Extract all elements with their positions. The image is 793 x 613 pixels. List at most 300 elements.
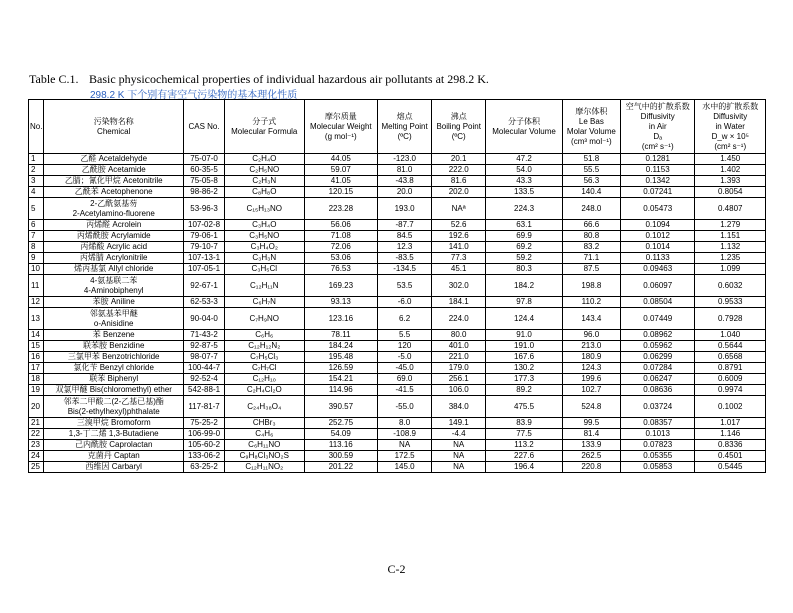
row-number: 20	[29, 396, 44, 418]
cas-number: 90-04-0	[184, 308, 225, 330]
lebas-volume: 180.9	[562, 352, 620, 363]
diffusivity-water: 1.132	[695, 242, 766, 253]
molecular-weight: 120.15	[304, 187, 377, 198]
boiling-point: 52.6	[432, 220, 486, 231]
molecular-volume: 54.0	[486, 165, 563, 176]
chemical-name-zh: 2-乙酰氨基芴	[90, 198, 138, 208]
row-number: 14	[29, 330, 44, 341]
molecular-weight: 53.06	[304, 253, 377, 264]
boiling-point: 184.1	[432, 297, 486, 308]
molecular-formula: C₁₅H₁₃NO	[224, 198, 304, 220]
table-row	[29, 429, 766, 440]
molecular-formula: CHBr₃	[224, 418, 304, 429]
lebas-volume: 248.0	[562, 198, 620, 220]
melting-point: -108.9	[378, 429, 432, 440]
lebas-volume: 96.0	[562, 330, 620, 341]
cas-number: 75-07-0	[184, 154, 225, 165]
boiling-point: 45.1	[432, 264, 486, 275]
row-number: 6	[29, 220, 44, 231]
boiling-point: 224.0	[432, 308, 486, 330]
row-number: 11	[29, 275, 44, 297]
lebas-volume: 140.4	[562, 187, 620, 198]
melting-point: 53.5	[378, 275, 432, 297]
molecular-formula: C₄H₆	[224, 429, 304, 440]
row-number: 8	[29, 242, 44, 253]
diffusivity-water: 0.8054	[695, 187, 766, 198]
diffusivity-air: 0.1094	[620, 220, 695, 231]
table-row	[29, 187, 766, 198]
header-no: No.	[29, 100, 44, 154]
table-caption	[29, 72, 489, 87]
chemical-name-zh: 邻氨基苯甲醚	[89, 308, 138, 318]
chemical-name	[44, 297, 184, 308]
cas-number: 60-35-5	[184, 165, 225, 176]
cas-number: 63-25-2	[184, 462, 225, 473]
chemical-name-zh: 三溴甲烷	[76, 418, 109, 427]
chemical-name-en: Benzene	[103, 330, 135, 339]
chemical-name-en: Caprolactan	[109, 440, 153, 449]
diffusivity-air: 0.03724	[620, 396, 695, 418]
chemical-name	[44, 451, 184, 462]
row-number: 18	[29, 374, 44, 385]
chemical-name	[44, 330, 184, 341]
chemical-name-zh: 丙烯酰胺	[76, 231, 109, 240]
molecular-volume: 184.2	[486, 275, 563, 297]
molecular-volume: 63.1	[486, 220, 563, 231]
boiling-point: 401.0	[432, 341, 486, 352]
cas-number: 133-06-2	[184, 451, 225, 462]
diffusivity-air: 0.05473	[620, 198, 695, 220]
chemical-name	[44, 429, 184, 440]
molecular-formula: C₃H₅Cl	[224, 264, 304, 275]
table-row	[29, 253, 766, 264]
molecular-weight: 72.06	[304, 242, 377, 253]
lebas-volume: 66.6	[562, 220, 620, 231]
cas-number: 92-52-4	[184, 374, 225, 385]
molecular-volume: 77.5	[486, 429, 563, 440]
table-row	[29, 176, 766, 187]
chemical-name	[44, 187, 184, 198]
chemical-name	[44, 462, 184, 473]
row-number: 13	[29, 308, 44, 330]
melting-point: 193.0	[378, 198, 432, 220]
molecular-formula: C₉H₈Cl₃NO₂S	[224, 451, 304, 462]
lebas-volume: 198.8	[562, 275, 620, 297]
melting-point: 6.2	[378, 308, 432, 330]
molecular-volume: 69.9	[486, 231, 563, 242]
chemical-name-zh: 丙烯腈	[79, 253, 104, 262]
melting-point: -5.0	[378, 352, 432, 363]
diffusivity-water: 0.5445	[695, 462, 766, 473]
chemical-name	[44, 440, 184, 451]
boiling-point: 384.0	[432, 396, 486, 418]
chemical-name-en: Benzyl chloride	[99, 363, 154, 372]
melting-point: NA	[378, 440, 432, 451]
lebas-volume: 524.8	[562, 396, 620, 418]
chemical-name	[44, 220, 184, 231]
molecular-formula: C₁₂H₁₀	[224, 374, 304, 385]
diffusivity-water: 1.151	[695, 231, 766, 242]
row-number: 21	[29, 418, 44, 429]
lebas-volume: 143.4	[562, 308, 620, 330]
chemical-name-zh: 丙烯醛	[86, 220, 111, 229]
boiling-point: NA	[432, 451, 486, 462]
header-diffusivity-air: 空气中的扩散系数 Diffusivity in Air Dₐ (cm² s⁻¹)	[620, 100, 695, 154]
molecular-volume: 83.9	[486, 418, 563, 429]
header-diffusivity-water: 水中的扩散系数 Diffusivity in Water D_w × 10⁵ (cm² s⁻¹)	[695, 100, 766, 154]
melting-point: 84.5	[378, 231, 432, 242]
molecular-formula: C₁₂H₁₁N	[224, 275, 304, 297]
melting-point: 120	[378, 341, 432, 352]
chemical-name-en: 1,3-Butadiene	[108, 429, 159, 438]
row-number: 25	[29, 462, 44, 473]
cas-number: 107-05-1	[184, 264, 225, 275]
chemical-name	[44, 264, 184, 275]
lebas-volume: 71.1	[562, 253, 620, 264]
molecular-weight: 201.22	[304, 462, 377, 473]
molecular-weight: 252.75	[304, 418, 377, 429]
header-melting-point: 熔点 Melting Point (ºC)	[378, 100, 432, 154]
table-body	[29, 154, 766, 473]
melting-point: 12.3	[378, 242, 432, 253]
chemical-name-zh: 克菌丹	[87, 451, 112, 460]
melting-point: -134.5	[378, 264, 432, 275]
lebas-volume: 124.3	[562, 363, 620, 374]
molecular-weight: 390.57	[304, 396, 377, 418]
diffusivity-air: 0.07284	[620, 363, 695, 374]
melting-point: 81.0	[378, 165, 432, 176]
chemical-name	[44, 176, 184, 187]
table-row	[29, 231, 766, 242]
diffusivity-water: 0.6032	[695, 275, 766, 297]
molecular-formula: C₁₂H₁₂N₂	[224, 341, 304, 352]
boiling-point: 141.0	[432, 242, 486, 253]
molecular-volume: 69.2	[486, 242, 563, 253]
table-row	[29, 462, 766, 473]
diffusivity-air: 0.05355	[620, 451, 695, 462]
molecular-weight: 54.09	[304, 429, 377, 440]
chemical-name-en: Acetonitrile	[123, 176, 163, 185]
cas-number: 106-99-0	[184, 429, 225, 440]
chemical-name-zh: 乙酰苯	[74, 187, 99, 196]
boiling-point: NA	[432, 462, 486, 473]
chemical-name-zh: 烯丙基氯	[74, 264, 107, 273]
molecular-formula: C₂H₄Cl₂O	[224, 385, 304, 396]
diffusivity-water: 0.6009	[695, 374, 766, 385]
molecular-formula: C₁₂H₁₁NO₂	[224, 462, 304, 473]
molecular-volume: 89.2	[486, 385, 563, 396]
molecular-weight: 76.53	[304, 264, 377, 275]
diffusivity-water: 0.6568	[695, 352, 766, 363]
lebas-volume: 102.7	[562, 385, 620, 396]
diffusivity-water: 1.017	[695, 418, 766, 429]
molecular-volume: 133.5	[486, 187, 563, 198]
diffusivity-air: 0.07449	[620, 308, 695, 330]
chemical-name	[44, 242, 184, 253]
table-row	[29, 352, 766, 363]
page-number: C-2	[387, 562, 406, 576]
molecular-volume: 91.0	[486, 330, 563, 341]
diffusivity-air: 0.07241	[620, 187, 695, 198]
chemical-name-en: Benzidine	[109, 341, 145, 350]
lebas-volume: 81.4	[562, 429, 620, 440]
lebas-volume: 199.6	[562, 374, 620, 385]
diffusivity-water: 0.8336	[695, 440, 766, 451]
header-cas: CAS No.	[184, 100, 225, 154]
table-row	[29, 308, 766, 330]
molecular-weight: 78.11	[304, 330, 377, 341]
diffusivity-water: 1.393	[695, 176, 766, 187]
chemical-name-en: Allyl chloride	[108, 264, 154, 273]
chemical-name-zh: 氯化苄	[73, 363, 98, 372]
chemical-name-zh: 丙烯酸	[80, 242, 105, 251]
chemical-name-zh: 双氯甲醚	[55, 385, 88, 394]
row-number: 9	[29, 253, 44, 264]
molecular-volume: 97.8	[486, 297, 563, 308]
cas-number: 92-67-1	[184, 275, 225, 297]
molecular-formula: C₂H₄O	[224, 154, 304, 165]
cas-number: 53-96-3	[184, 198, 225, 220]
table-row	[29, 440, 766, 451]
row-number: 16	[29, 352, 44, 363]
table-row	[29, 165, 766, 176]
molecular-weight: 114.96	[304, 385, 377, 396]
boiling-point: 222.0	[432, 165, 486, 176]
melting-point: -87.7	[378, 220, 432, 231]
table-row	[29, 341, 766, 352]
row-number: 23	[29, 440, 44, 451]
diffusivity-air: 0.1014	[620, 242, 695, 253]
row-number: 17	[29, 363, 44, 374]
diffusivity-air: 0.06247	[620, 374, 695, 385]
molecular-formula: C₃H₅NO	[224, 231, 304, 242]
chemical-name-zh: 乙醛	[80, 154, 97, 163]
chemical-name-en: Captan	[113, 451, 140, 460]
molecular-volume: 124.4	[486, 308, 563, 330]
chemical-name-zh: 三氯甲苯	[67, 352, 100, 361]
molecular-formula: C₃H₄O₂	[224, 242, 304, 253]
lebas-volume: 83.2	[562, 242, 620, 253]
table-row	[29, 418, 766, 429]
table-subtitle: 298.2 K 下个别有害空气污染物的基本理化性质	[90, 90, 298, 101]
lebas-volume: 262.5	[562, 451, 620, 462]
row-number: 15	[29, 341, 44, 352]
chemical-name-zh: 乙酰胺	[81, 165, 106, 174]
molecular-formula: C₇H₉NO	[224, 308, 304, 330]
lebas-volume: 51.8	[562, 154, 620, 165]
molecular-formula: C₆H₁₁NO	[224, 440, 304, 451]
diffusivity-air: 0.1133	[620, 253, 695, 264]
header-chemical: 污染物名称 Chemical	[44, 100, 184, 154]
molecular-weight: 154.21	[304, 374, 377, 385]
diffusivity-air: 0.08636	[620, 385, 695, 396]
chemical-name-zh: 西维因	[85, 462, 110, 471]
boiling-point: 221.0	[432, 352, 486, 363]
molecular-weight: 195.48	[304, 352, 377, 363]
row-number: 19	[29, 385, 44, 396]
cas-number: 75-05-8	[184, 176, 225, 187]
molecular-formula: C₃H₃N	[224, 253, 304, 264]
cas-number: 100-44-7	[184, 363, 225, 374]
chemical-name-en: Acetaldehyde	[98, 154, 148, 163]
melting-point: 172.5	[378, 451, 432, 462]
lebas-volume: 220.8	[562, 462, 620, 473]
chemical-name-en: Bis(2-ethylhexyl)phthalate	[67, 406, 160, 416]
cas-number: 79-06-1	[184, 231, 225, 242]
diffusivity-water: 0.4807	[695, 198, 766, 220]
molecular-weight: 56.06	[304, 220, 377, 231]
cas-number: 105-60-2	[184, 440, 225, 451]
melting-point: -45.0	[378, 363, 432, 374]
boiling-point: 20.1	[432, 154, 486, 165]
chemical-name-zh: 邻苯二甲酸二(2-乙基已基)酯	[63, 396, 164, 406]
molecular-volume: 113.2	[486, 440, 563, 451]
molecular-formula: C₂₄H₃₈O₄	[224, 396, 304, 418]
chemical-name-zh: 4-氨基联二苯	[90, 275, 138, 285]
diffusivity-air: 0.06299	[620, 352, 695, 363]
cas-number: 107-02-8	[184, 220, 225, 231]
chemical-name-zh: 乙腈；氰化甲烷	[64, 176, 121, 185]
row-number: 12	[29, 297, 44, 308]
diffusivity-air: 0.05853	[620, 462, 695, 473]
chemical-name-zh: 1,3-丁二烯	[68, 429, 107, 438]
cas-number: 98-07-7	[184, 352, 225, 363]
lebas-volume: 110.2	[562, 297, 620, 308]
diffusivity-air: 0.05962	[620, 341, 695, 352]
diffusivity-air: 0.08504	[620, 297, 695, 308]
table-row	[29, 363, 766, 374]
diffusivity-air: 0.07823	[620, 440, 695, 451]
molecular-volume: 130.2	[486, 363, 563, 374]
chemical-name-zh: 苯	[92, 330, 101, 339]
diffusivity-air: 0.08962	[620, 330, 695, 341]
chemical-name	[44, 253, 184, 264]
diffusivity-air: 0.1281	[620, 154, 695, 165]
table-row	[29, 451, 766, 462]
header-lebas-volume: 摩尔体积 Le Bas Molar Volume (cm³ mol⁻¹)	[562, 100, 620, 154]
boiling-point: -4.4	[432, 429, 486, 440]
molecular-weight: 126.59	[304, 363, 377, 374]
boiling-point: 80.0	[432, 330, 486, 341]
row-number: 7	[29, 231, 44, 242]
cas-number: 71-43-2	[184, 330, 225, 341]
molecular-volume: 224.3	[486, 198, 563, 220]
molecular-volume: 47.2	[486, 154, 563, 165]
molecular-weight: 223.28	[304, 198, 377, 220]
chemical-name-en: Acetophenone	[101, 187, 153, 196]
chemical-name	[44, 396, 184, 418]
chemical-name-en: Acetamide	[107, 165, 146, 174]
cas-number: 79-10-7	[184, 242, 225, 253]
diffusivity-water: 0.4501	[695, 451, 766, 462]
boiling-point: 192.6	[432, 231, 486, 242]
melting-point: 20.0	[378, 187, 432, 198]
chemical-name-en: Acrylic acid	[106, 242, 148, 251]
diffusivity-air: 0.1342	[620, 176, 695, 187]
chemical-name-en: 4-Aminobiphenyl	[83, 285, 144, 295]
table-row	[29, 330, 766, 341]
chemical-name-en: Carbaryl	[111, 462, 142, 471]
table-row	[29, 275, 766, 297]
diffusivity-water: 1.235	[695, 253, 766, 264]
molecular-weight: 41.05	[304, 176, 377, 187]
diffusivity-water: 0.9533	[695, 297, 766, 308]
lebas-volume: 80.8	[562, 231, 620, 242]
molecular-weight: 123.16	[304, 308, 377, 330]
row-number: 1	[29, 154, 44, 165]
chemical-name-en: Acrolein	[112, 220, 142, 229]
table-row	[29, 297, 766, 308]
molecular-formula: C₇H₅Cl₃	[224, 352, 304, 363]
melting-point: 8.0	[378, 418, 432, 429]
melting-point: 69.0	[378, 374, 432, 385]
boiling-point: 302.0	[432, 275, 486, 297]
chemical-name	[44, 341, 184, 352]
molecular-volume: 59.2	[486, 253, 563, 264]
diffusivity-water: 1.450	[695, 154, 766, 165]
chemical-name	[44, 275, 184, 297]
diffusivity-air: 0.1013	[620, 429, 695, 440]
cas-number: 98-86-2	[184, 187, 225, 198]
melting-point: -123.0	[378, 154, 432, 165]
boiling-point: 202.0	[432, 187, 486, 198]
chemical-name	[44, 308, 184, 330]
molecular-formula: C₆H₆	[224, 330, 304, 341]
chemical-name-en: Acrylonitrile	[106, 253, 148, 262]
chemical-name-en: Bromoform	[111, 418, 151, 427]
molecular-volume: 43.3	[486, 176, 563, 187]
row-number: 5	[29, 198, 44, 220]
properties-table	[28, 99, 766, 473]
table-row	[29, 396, 766, 418]
header-formula: 分子式 Molecular Formula	[224, 100, 304, 154]
molecular-volume: 475.5	[486, 396, 563, 418]
melting-point: -6.0	[378, 297, 432, 308]
molecular-formula: C₃H₄O	[224, 220, 304, 231]
row-number: 10	[29, 264, 44, 275]
row-number: 4	[29, 187, 44, 198]
chemical-name	[44, 418, 184, 429]
diffusivity-water: 1.279	[695, 220, 766, 231]
molecular-volume: 177.3	[486, 374, 563, 385]
header-molecular-weight: 摩尔质量 Molecular Weight (g mol⁻¹)	[304, 100, 377, 154]
diffusivity-water: 0.7928	[695, 308, 766, 330]
molecular-weight: 169.23	[304, 275, 377, 297]
row-number: 2	[29, 165, 44, 176]
boiling-point: NAª	[432, 198, 486, 220]
melting-point: -41.5	[378, 385, 432, 396]
boiling-point: 106.0	[432, 385, 486, 396]
cas-number: 117-81-7	[184, 396, 225, 418]
row-number: 24	[29, 451, 44, 462]
chemical-name	[44, 385, 184, 396]
table-row	[29, 264, 766, 275]
melting-point: -55.0	[378, 396, 432, 418]
molecular-weight: 300.59	[304, 451, 377, 462]
chemical-name	[44, 363, 184, 374]
table-row	[29, 198, 766, 220]
molecular-formula: C₂H₃N	[224, 176, 304, 187]
chemical-name-zh: 苯胺	[92, 297, 109, 306]
boiling-point: 77.3	[432, 253, 486, 264]
table-row	[29, 154, 766, 165]
molecular-volume: 191.0	[486, 341, 563, 352]
molecular-weight: 113.16	[304, 440, 377, 451]
table-row	[29, 242, 766, 253]
diffusivity-air: 0.06097	[620, 275, 695, 297]
chemical-name	[44, 154, 184, 165]
molecular-formula: C₂H₅NO	[224, 165, 304, 176]
